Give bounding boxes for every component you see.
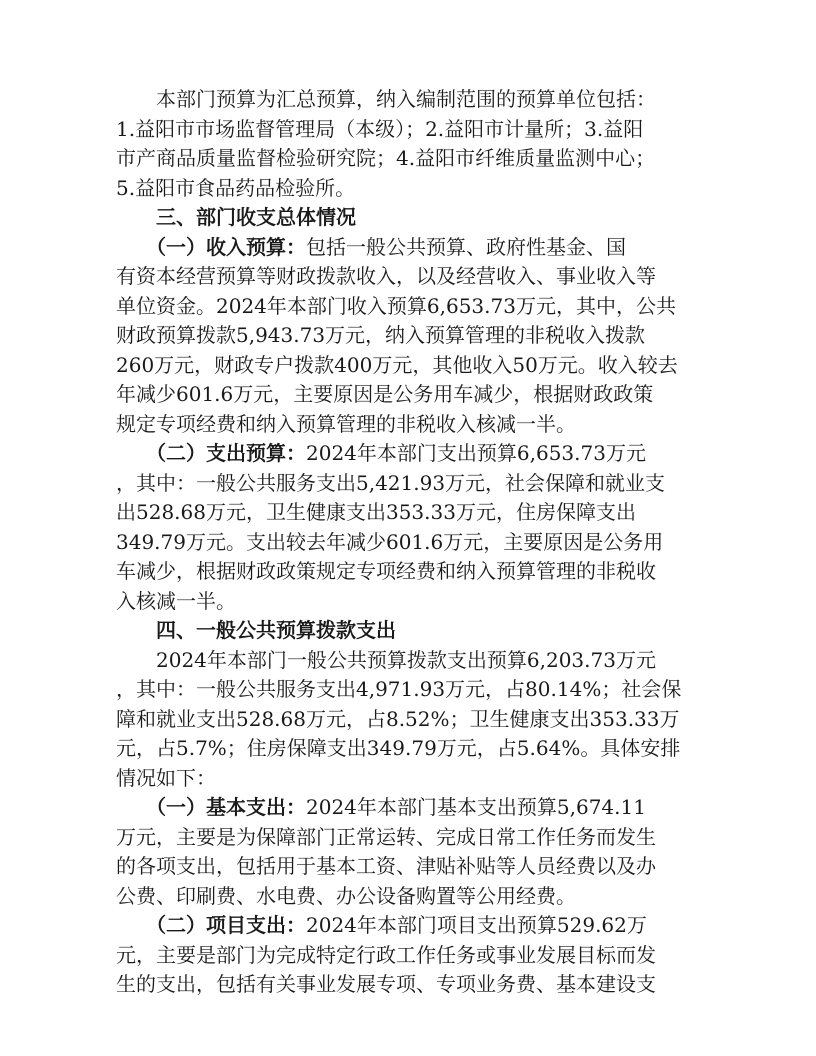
project-expense-line-2: 元，主要是部门为完成特定行政工作任务或事业发展目标而发: [116, 942, 656, 967]
section-heading-3: 三、部门收支总体情况: [116, 205, 356, 229]
basic-expense-line-4: 公费、印刷费、水电费、办公设备购置等公用经费。: [116, 884, 576, 908]
intro-paragraph-line-3: 市产商品质量监督检验研究院；4.益阳市纤维质量监测中心；: [116, 146, 656, 170]
income-budget-line-4: 财政预算拨款5,943.73万元，纳入预算管理的非税收入拨款: [116, 323, 646, 347]
income-budget-line-5: 260万元，财政专户拨款400万元，其他收入50万元。收入较去: [116, 353, 678, 377]
basic-expense-label: （一）基本支出：: [116, 795, 306, 819]
income-budget-line-1: [116, 233, 706, 262]
intro-paragraph-line-4: 5.益阳市食品药品检验所。: [116, 176, 356, 200]
expense-budget-line-1: [116, 439, 706, 468]
income-budget-line-6: 年减少601.6万元，主要原因是公务用车减少，根据财政政策: [116, 382, 654, 406]
general-budget-line-2: ，其中：一般公共服务支出4,971.93万元，占80.14%；社会保: [116, 677, 682, 701]
income-budget-text: 包括一般公共预算、政府性基金、国: [306, 235, 626, 259]
general-budget-line-3: 障和就业支出528.68万元，占8.52%；卫生健康支出353.33万: [116, 707, 680, 731]
basic-expense-text: 2024年本部门基本支出预算5,674.11: [306, 795, 646, 819]
expense-budget-line-4: 349.79万元。支出较去年减少601.6万元，主要原因是公务用: [116, 530, 664, 554]
income-budget-label: （一）收入预算：: [116, 235, 306, 259]
income-budget-line-7: 规定专项经费和纳入预算管理的非税收入核减一半。: [116, 412, 576, 436]
expense-budget-line-6: 入核减一半。: [116, 589, 236, 613]
basic-expense-line-3: 的各项支出，包括用于基本工资、津贴补贴等人员经费以及办: [116, 854, 656, 878]
intro-paragraph-line-2: 1.益阳市市场监督管理局（本级）；2.益阳市计量所；3.益阳: [116, 117, 644, 141]
income-budget-line-2: 有资本经营预算等财政拨款收入，以及经营收入、事业收入等: [116, 264, 656, 288]
section-heading-4: 四、一般公共预算拨款支出: [116, 618, 396, 642]
project-expense-line-3: 生的支出，包括有关事业发展专项、专项业务费、基本建设支: [116, 972, 656, 996]
income-budget-line-3: 单位资金。2024年本部门收入预算6,653.73万元，其中，公共: [116, 294, 676, 318]
project-expense-line-1: [116, 911, 706, 940]
expense-budget-text: 2024年本部门支出预算6,653.73万元: [306, 441, 646, 465]
expense-budget-label: （二）支出预算：: [116, 441, 306, 465]
basic-expense-line-2: 万元，主要是为保障部门正常运转、完成日常工作任务而发生: [116, 825, 656, 849]
project-expense-text: 2024年本部门项目支出预算529.62万: [306, 913, 647, 937]
expense-budget-line-5: 车减少，根据财政政策规定专项经费和纳入预算管理的非税收: [116, 559, 656, 583]
general-budget-line-1: 2024年本部门一般公共预算拨款支出预算6,203.73万元: [116, 648, 656, 672]
general-budget-line-5: 情况如下：: [116, 766, 216, 790]
expense-budget-line-2: ，其中：一般公共服务支出5,421.93万元，社会保障和就业支: [116, 471, 666, 495]
project-expense-label: （二）项目支出：: [116, 913, 306, 937]
basic-expense-line-1: [116, 793, 706, 822]
expense-budget-line-3: 出528.68万元，卫生健康支出353.33万元，住房保障支出: [116, 500, 636, 524]
general-budget-line-4: 元，占5.7%；住房保障支出349.79万元，占5.64%。具体安排: [116, 736, 681, 760]
intro-paragraph-line-1: 本部门预算为汇总预算，纳入编制范围的预算单位包括：: [116, 87, 656, 111]
